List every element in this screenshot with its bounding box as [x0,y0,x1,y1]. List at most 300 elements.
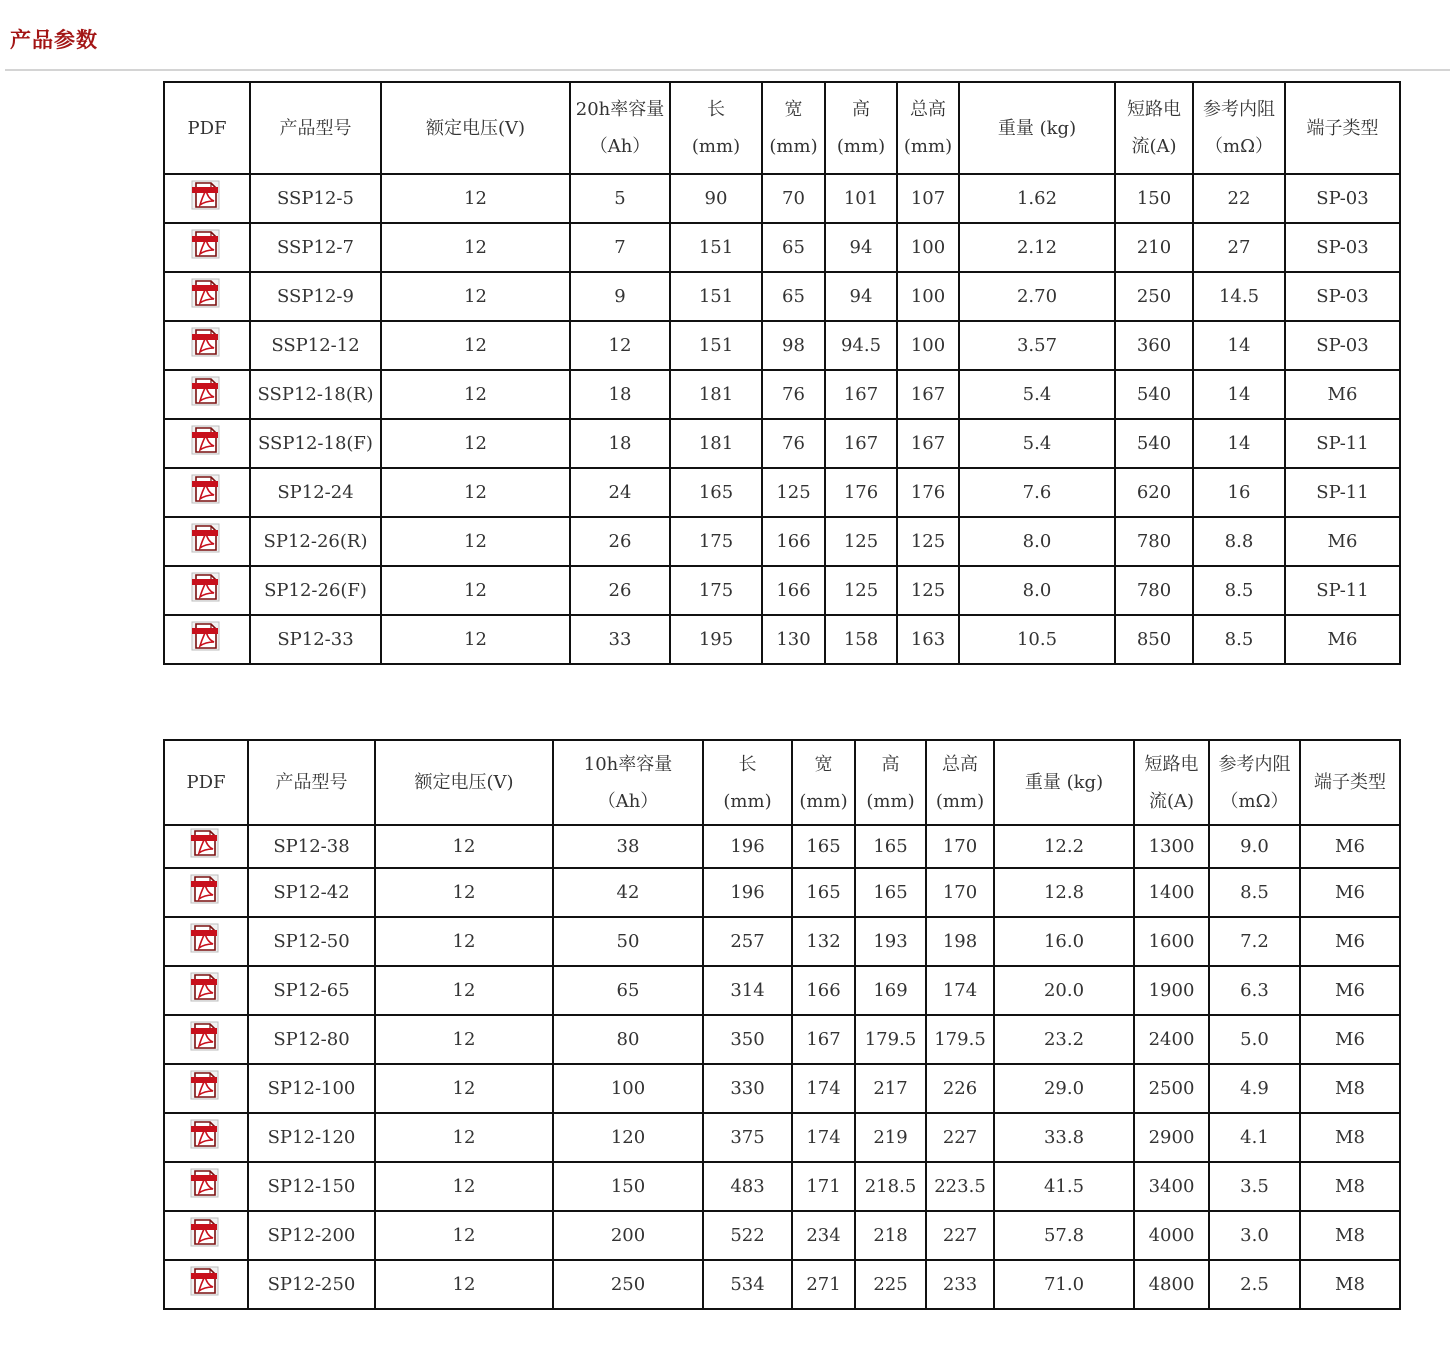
cell-terminal: M6 [1285,370,1400,419]
cell-height: 176 [825,468,897,517]
pdf-download-icon[interactable] [188,1069,224,1101]
pdf-download-icon[interactable] [188,922,224,954]
cell-voltage: 12 [381,174,570,223]
cell-capacity: 18 [570,370,670,419]
table-row [164,419,1400,468]
cell-voltage: 12 [375,966,553,1015]
cell-voltage: 12 [381,615,570,664]
cell-weight: 10.5 [959,615,1115,664]
cell-total-height: 198 [926,917,994,966]
cell-terminal: M6 [1300,917,1400,966]
cell-terminal: M6 [1285,517,1400,566]
cell-width: 271 [792,1260,855,1309]
header-capacity: 10h率容量 （Ah） [553,740,703,825]
cell-model: SP12-26(F) [250,566,381,615]
table-row [164,321,1400,370]
cell-voltage: 12 [375,868,553,917]
cell-width: 70 [762,174,825,223]
cell-resistance: 16 [1193,468,1285,517]
cell-resistance: 14 [1193,370,1285,419]
pdf-cell [164,174,250,223]
header-width: 宽 (mm) [762,82,825,174]
cell-length: 522 [703,1211,792,1260]
cell-resistance: 22 [1193,174,1285,223]
pdf-cell [164,1015,248,1064]
cell-weight: 29.0 [994,1064,1134,1113]
cell-voltage: 12 [381,370,570,419]
cell-voltage: 12 [381,419,570,468]
cell-short-circuit: 1300 [1134,825,1209,868]
cell-voltage: 12 [381,321,570,370]
cell-model: SP12-24 [250,468,381,517]
pdf-download-icon[interactable] [189,473,225,505]
cell-resistance: 3.5 [1209,1162,1300,1211]
cell-weight: 3.57 [959,321,1115,370]
cell-voltage: 12 [375,1064,553,1113]
cell-width: 76 [762,370,825,419]
cell-length: 175 [670,566,762,615]
cell-width: 125 [762,468,825,517]
pdf-download-icon[interactable] [188,1216,224,1248]
cell-total-height: 100 [897,272,959,321]
table-row [164,517,1400,566]
cell-weight: 23.2 [994,1015,1134,1064]
cell-model: SSP12-7 [250,223,381,272]
header-pdf: PDF [164,740,248,825]
page-header [5,0,1450,71]
header-length: 长 (mm) [670,82,762,174]
cell-height: 165 [855,868,926,917]
cell-total-height: 100 [897,321,959,370]
cell-length: 350 [703,1015,792,1064]
cell-width: 174 [792,1064,855,1113]
cell-capacity: 24 [570,468,670,517]
cell-short-circuit: 4800 [1134,1260,1209,1309]
cell-height: 169 [855,966,926,1015]
pdf-cell [164,272,250,321]
cell-voltage: 12 [375,917,553,966]
cell-total-height: 179.5 [926,1015,994,1064]
pdf-cell [164,1260,248,1309]
cell-short-circuit: 1900 [1134,966,1209,1015]
pdf-download-icon[interactable] [188,1265,224,1297]
pdf-download-icon[interactable] [188,873,224,905]
table-row [164,174,1400,223]
cell-resistance: 14 [1193,321,1285,370]
cell-resistance: 14 [1193,419,1285,468]
header-resistance: 参考内阻 （mΩ） [1193,82,1285,174]
cell-weight: 5.4 [959,419,1115,468]
pdf-cell [164,517,250,566]
cell-capacity: 12 [570,321,670,370]
pdf-download-icon[interactable] [189,228,225,260]
table-row [164,868,1400,917]
pdf-cell [164,1162,248,1211]
cell-weight: 8.0 [959,517,1115,566]
cell-length: 483 [703,1162,792,1211]
cell-weight: 7.6 [959,468,1115,517]
cell-voltage: 12 [381,566,570,615]
cell-resistance: 5.0 [1209,1015,1300,1064]
cell-weight: 12.2 [994,825,1134,868]
cell-total-height: 167 [897,370,959,419]
cell-height: 125 [825,517,897,566]
cell-short-circuit: 1400 [1134,868,1209,917]
header-capacity: 20h率容量 （Ah） [570,82,670,174]
cell-short-circuit: 1600 [1134,917,1209,966]
cell-resistance: 8.5 [1193,566,1285,615]
cell-terminal: M8 [1300,1113,1400,1162]
table-row [164,468,1400,517]
cell-model: SP12-80 [248,1015,375,1064]
cell-weight: 41.5 [994,1162,1134,1211]
cell-height: 193 [855,917,926,966]
cell-short-circuit: 780 [1115,517,1193,566]
cell-total-height: 167 [897,419,959,468]
pdf-cell [164,1113,248,1162]
cell-resistance: 8.5 [1193,615,1285,664]
table-row [164,1211,1400,1260]
cell-width: 166 [762,517,825,566]
cell-terminal: M8 [1300,1064,1400,1113]
cell-width: 171 [792,1162,855,1211]
cell-terminal: SP-03 [1285,223,1400,272]
cell-resistance: 14.5 [1193,272,1285,321]
cell-length: 151 [670,223,762,272]
cell-length: 375 [703,1113,792,1162]
pdf-download-icon[interactable] [189,424,225,456]
cell-terminal: M6 [1300,825,1400,868]
cell-short-circuit: 4000 [1134,1211,1209,1260]
cell-weight: 12.8 [994,868,1134,917]
table-row [164,1162,1400,1211]
cell-terminal: SP-11 [1285,468,1400,517]
cell-width: 166 [792,966,855,1015]
cell-weight: 57.8 [994,1211,1134,1260]
table-row [164,1260,1400,1309]
cell-capacity: 100 [553,1064,703,1113]
cell-voltage: 12 [375,1211,553,1260]
cell-model: SSP12-12 [250,321,381,370]
cell-model: SP12-150 [248,1162,375,1211]
header-weight: 重量 (kg) [994,740,1134,825]
header-voltage: 额定电压(V) [381,82,570,174]
cell-length: 314 [703,966,792,1015]
cell-width: 165 [792,868,855,917]
cell-width: 166 [762,566,825,615]
cell-width: 174 [792,1113,855,1162]
cell-total-height: 227 [926,1113,994,1162]
cell-capacity: 120 [553,1113,703,1162]
cell-short-circuit: 540 [1115,370,1193,419]
cell-model: SP12-65 [248,966,375,1015]
cell-voltage: 12 [375,1162,553,1211]
cell-width: 167 [792,1015,855,1064]
cell-model: SSP12-18(F) [250,419,381,468]
cell-capacity: 33 [570,615,670,664]
cell-model: SP12-42 [248,868,375,917]
cell-weight: 5.4 [959,370,1115,419]
cell-resistance: 7.2 [1209,917,1300,966]
cell-terminal: M8 [1300,1211,1400,1260]
cell-capacity: 5 [570,174,670,223]
cell-length: 175 [670,517,762,566]
cell-total-height: 233 [926,1260,994,1309]
cell-capacity: 26 [570,517,670,566]
pdf-download-icon[interactable] [189,326,225,358]
cell-short-circuit: 360 [1115,321,1193,370]
table-row [164,825,1400,868]
cell-width: 76 [762,419,825,468]
cell-model: SP12-38 [248,825,375,868]
cell-weight: 1.62 [959,174,1115,223]
cell-length: 151 [670,272,762,321]
table-row [164,615,1400,664]
cell-weight: 20.0 [994,966,1134,1015]
cell-total-height: 174 [926,966,994,1015]
cell-capacity: 50 [553,917,703,966]
pdf-cell [164,566,250,615]
header-model: 产品型号 [248,740,375,825]
cell-capacity: 42 [553,868,703,917]
header-model: 产品型号 [250,82,381,174]
cell-height: 218 [855,1211,926,1260]
cell-model: SP12-33 [250,615,381,664]
spec-table-20h [163,81,1401,665]
cell-length: 181 [670,370,762,419]
cell-width: 130 [762,615,825,664]
pdf-cell [164,321,250,370]
cell-total-height: 125 [897,517,959,566]
table-row [164,1113,1400,1162]
cell-model: SP12-200 [248,1211,375,1260]
cell-resistance: 3.0 [1209,1211,1300,1260]
cell-length: 534 [703,1260,792,1309]
cell-terminal: SP-03 [1285,321,1400,370]
cell-short-circuit: 2500 [1134,1064,1209,1113]
cell-weight: 33.8 [994,1113,1134,1162]
cell-weight: 8.0 [959,566,1115,615]
cell-height: 94 [825,223,897,272]
cell-height: 217 [855,1064,926,1113]
cell-total-height: 125 [897,566,959,615]
cell-height: 219 [855,1113,926,1162]
cell-height: 225 [855,1260,926,1309]
cell-short-circuit: 3400 [1134,1162,1209,1211]
cell-capacity: 150 [553,1162,703,1211]
header-width: 宽 (mm) [792,740,855,825]
cell-terminal: SP-03 [1285,272,1400,321]
cell-terminal: M6 [1300,1015,1400,1064]
header-height: 高 (mm) [855,740,926,825]
cell-model: SP12-50 [248,917,375,966]
pdf-download-icon[interactable] [189,522,225,554]
cell-voltage: 12 [375,1113,553,1162]
cell-capacity: 200 [553,1211,703,1260]
cell-terminal: M8 [1300,1162,1400,1211]
cell-height: 165 [855,825,926,868]
cell-short-circuit: 540 [1115,419,1193,468]
cell-short-circuit: 2400 [1134,1015,1209,1064]
cell-length: 165 [670,468,762,517]
cell-weight: 2.70 [959,272,1115,321]
cell-length: 257 [703,917,792,966]
header-total-height: 总高 (mm) [897,82,959,174]
cell-width: 234 [792,1211,855,1260]
cell-weight: 71.0 [994,1260,1134,1309]
spec-table-10h [163,739,1401,1310]
pdf-download-icon[interactable] [188,1118,224,1150]
cell-length: 330 [703,1064,792,1113]
cell-capacity: 80 [553,1015,703,1064]
cell-model: SP12-250 [248,1260,375,1309]
cell-capacity: 26 [570,566,670,615]
pdf-cell [164,223,250,272]
pdf-download-icon[interactable] [188,1020,224,1052]
table-header-row [164,82,1400,174]
cell-short-circuit: 210 [1115,223,1193,272]
cell-resistance: 4.9 [1209,1064,1300,1113]
header-height: 高 (mm) [825,82,897,174]
header-terminal: 端子类型 [1300,740,1400,825]
cell-terminal: SP-03 [1285,174,1400,223]
pdf-cell [164,917,248,966]
cell-total-height: 223.5 [926,1162,994,1211]
cell-terminal: M8 [1300,1260,1400,1309]
header-short-circuit: 短路电 流(A) [1115,82,1193,174]
cell-height: 94.5 [825,321,897,370]
cell-voltage: 12 [375,825,553,868]
cell-short-circuit: 850 [1115,615,1193,664]
cell-length: 196 [703,825,792,868]
cell-terminal: M6 [1300,868,1400,917]
cell-weight: 16.0 [994,917,1134,966]
cell-height: 125 [825,566,897,615]
pdf-download-icon[interactable] [189,277,225,309]
cell-short-circuit: 620 [1115,468,1193,517]
cell-resistance: 8.8 [1193,517,1285,566]
pdf-cell [164,966,248,1015]
cell-resistance: 27 [1193,223,1285,272]
cell-terminal: M6 [1300,966,1400,1015]
pdf-download-icon[interactable] [188,827,224,859]
cell-length: 181 [670,419,762,468]
header-short-circuit: 短路电 流(A) [1134,740,1209,825]
table-row [164,966,1400,1015]
cell-model: SSP12-18(R) [250,370,381,419]
cell-voltage: 12 [381,468,570,517]
cell-length: 196 [703,868,792,917]
pdf-cell [164,615,250,664]
cell-resistance: 2.5 [1209,1260,1300,1309]
cell-height: 101 [825,174,897,223]
header-pdf: PDF [164,82,250,174]
cell-length: 195 [670,615,762,664]
cell-terminal: M6 [1285,615,1400,664]
cell-capacity: 18 [570,419,670,468]
cell-length: 151 [670,321,762,370]
pdf-download-icon[interactable] [189,375,225,407]
cell-total-height: 226 [926,1064,994,1113]
cell-voltage: 12 [381,272,570,321]
page-title: 产品参数 [10,27,98,52]
cell-height: 218.5 [855,1162,926,1211]
pdf-cell [164,1211,248,1260]
cell-total-height: 170 [926,868,994,917]
cell-width: 132 [792,917,855,966]
table-row [164,370,1400,419]
cell-model: SP12-100 [248,1064,375,1113]
pdf-cell [164,468,250,517]
table-row [164,223,1400,272]
cell-total-height: 170 [926,825,994,868]
cell-height: 179.5 [855,1015,926,1064]
pdf-download-icon[interactable] [189,571,225,603]
cell-short-circuit: 150 [1115,174,1193,223]
cell-voltage: 12 [381,517,570,566]
cell-voltage: 12 [375,1015,553,1064]
table-header-row [164,740,1400,825]
pdf-download-icon[interactable] [188,1167,224,1199]
cell-short-circuit: 250 [1115,272,1193,321]
header-terminal: 端子类型 [1285,82,1400,174]
cell-total-height: 176 [897,468,959,517]
cell-capacity: 250 [553,1260,703,1309]
cell-voltage: 12 [375,1260,553,1309]
pdf-cell [164,1064,248,1113]
table-row [164,566,1400,615]
cell-height: 158 [825,615,897,664]
cell-height: 94 [825,272,897,321]
cell-total-height: 107 [897,174,959,223]
header-total-height: 总高 (mm) [926,740,994,825]
cell-total-height: 227 [926,1211,994,1260]
cell-resistance: 4.1 [1209,1113,1300,1162]
cell-voltage: 12 [381,223,570,272]
cell-total-height: 163 [897,615,959,664]
pdf-cell [164,370,250,419]
cell-capacity: 9 [570,272,670,321]
header-voltage: 额定电压(V) [375,740,553,825]
table-row [164,1015,1400,1064]
cell-length: 90 [670,174,762,223]
cell-resistance: 9.0 [1209,825,1300,868]
cell-model: SSP12-9 [250,272,381,321]
pdf-download-icon[interactable] [189,620,225,652]
pdf-download-icon[interactable] [189,179,225,211]
cell-width: 165 [792,825,855,868]
cell-total-height: 100 [897,223,959,272]
header-length: 长 (mm) [703,740,792,825]
pdf-cell [164,825,248,868]
cell-height: 167 [825,419,897,468]
cell-height: 167 [825,370,897,419]
cell-short-circuit: 780 [1115,566,1193,615]
cell-terminal: SP-11 [1285,566,1400,615]
table-row [164,272,1400,321]
pdf-download-icon[interactable] [188,971,224,1003]
cell-resistance: 6.3 [1209,966,1300,1015]
pdf-cell [164,419,250,468]
cell-weight: 2.12 [959,223,1115,272]
cell-resistance: 8.5 [1209,868,1300,917]
table-row [164,917,1400,966]
cell-capacity: 38 [553,825,703,868]
cell-model: SP12-26(R) [250,517,381,566]
table-row [164,1064,1400,1113]
cell-width: 65 [762,272,825,321]
cell-model: SP12-120 [248,1113,375,1162]
